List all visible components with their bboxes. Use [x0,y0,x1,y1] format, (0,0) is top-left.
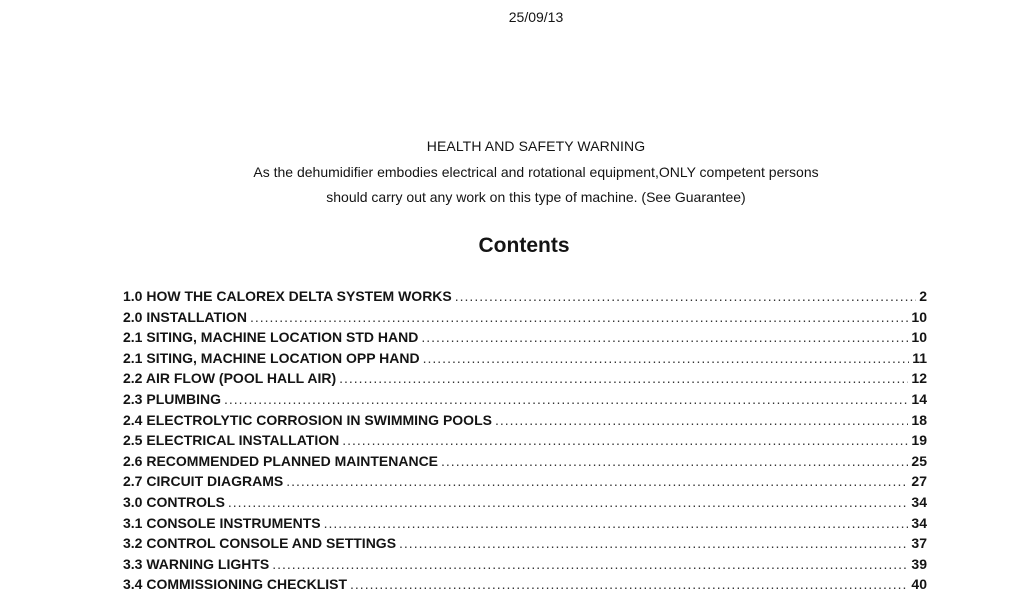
table-of-contents [123,288,927,597]
toc-entry-title: 3.4 COMMISSIONING CHECKLIST [123,576,348,593]
toc-entry-page-number: 39 [911,555,927,572]
toc-entry-title: 3.2 CONTROL CONSOLE AND SETTINGS [123,535,397,552]
toc-entry-page-number: 27 [911,473,927,490]
toc-entry[interactable] [123,309,927,330]
toc-entry-title: 2.0 INSTALLATION [123,308,247,325]
toc-dot-leader [250,309,908,325]
toc-dot-leader [399,535,908,551]
toc-dot-leader [228,494,909,510]
document-date: 25/09/13 [508,9,564,25]
toc-dot-leader [455,288,916,304]
toc-entry-page-number: 18 [911,411,927,428]
toc-entry-title: 2.1 SITING, MACHINE LOCATION STD HAND [123,329,419,346]
toc-entry[interactable] [123,515,927,536]
health-safety-text-line-1: As the dehumidifier embodies electrical and rotational equipment,ONLY competent persons [253,164,819,180]
toc-entry-title: 2.3 PLUMBING [123,390,222,407]
toc-entry-page-number: 37 [911,535,927,552]
toc-entry-title: 1.0 HOW THE CALOREX DELTA SYSTEM WORKS [123,288,452,304]
toc-entry-page-number: 14 [911,390,927,407]
toc-entry-title: 2.7 CIRCUIT DIAGRAMS [123,473,284,490]
toc-entry-page-number: 12 [911,370,927,387]
toc-entry[interactable] [123,556,927,577]
toc-dot-leader [421,329,908,345]
toc-entry[interactable] [123,494,927,515]
toc-dot-leader [339,370,908,386]
toc-dot-leader [324,515,909,531]
toc-entry-page-number: 25 [911,452,927,469]
cropped-header-line [0,0,1024,3]
toc-dot-leader [286,473,908,489]
toc-dot-leader [350,576,908,592]
toc-entry-title: 2.6 RECOMMENDED PLANNED MAINTENANCE [123,452,439,469]
toc-entry[interactable] [123,288,927,309]
cropped-text-fragment [432,0,592,3]
toc-entry[interactable] [123,412,927,433]
toc-dot-leader [495,412,908,428]
toc-entry[interactable] [123,453,927,474]
toc-entry[interactable] [123,329,927,350]
toc-entry-title: 3.3 WARNING LIGHTS [123,555,270,572]
toc-entry-page-number: 2 [919,288,927,304]
toc-entry-page-number: 10 [911,329,927,346]
toc-entry[interactable] [123,350,927,371]
toc-dot-leader [441,453,908,469]
toc-entry-title: 3.1 CONSOLE INSTRUMENTS [123,514,321,531]
health-safety-text-line-2: should carry out any work on this type of machine. (See Guarantee) [326,189,746,205]
toc-entry[interactable] [123,432,927,453]
toc-dot-leader [423,350,910,366]
toc-entry-page-number: 34 [911,493,927,510]
contents-heading: Contents [478,234,570,257]
toc-entry[interactable] [123,391,927,412]
toc-entry[interactable] [123,473,927,494]
toc-entry-title: 2.5 ELECTRICAL INSTALLATION [123,432,340,449]
toc-entry-title: 2.1 SITING, MACHINE LOCATION OPP HAND [123,349,420,366]
toc-entry-page-number: 34 [911,514,927,531]
toc-entry-title: 3.0 CONTROLS [123,493,225,510]
health-safety-title: HEALTH AND SAFETY WARNING [426,138,646,154]
toc-dot-leader [342,432,908,448]
toc-dot-leader [224,391,908,407]
toc-entry[interactable] [123,576,927,597]
toc-entry-title: 2.4 ELECTROLYTIC CORROSION IN SWIMMING POOLS [123,411,492,428]
toc-entry-page-number: 10 [911,308,927,325]
toc-entry-page-number: 19 [911,432,927,449]
toc-entry-page-number: 11 [912,349,927,366]
toc-entry[interactable] [123,370,927,391]
toc-dot-leader [272,556,908,572]
toc-entry-title: 2.2 AIR FLOW (POOL HALL AIR) [123,370,337,387]
toc-entry[interactable] [123,535,927,556]
toc-entry-page-number: 40 [911,576,927,593]
